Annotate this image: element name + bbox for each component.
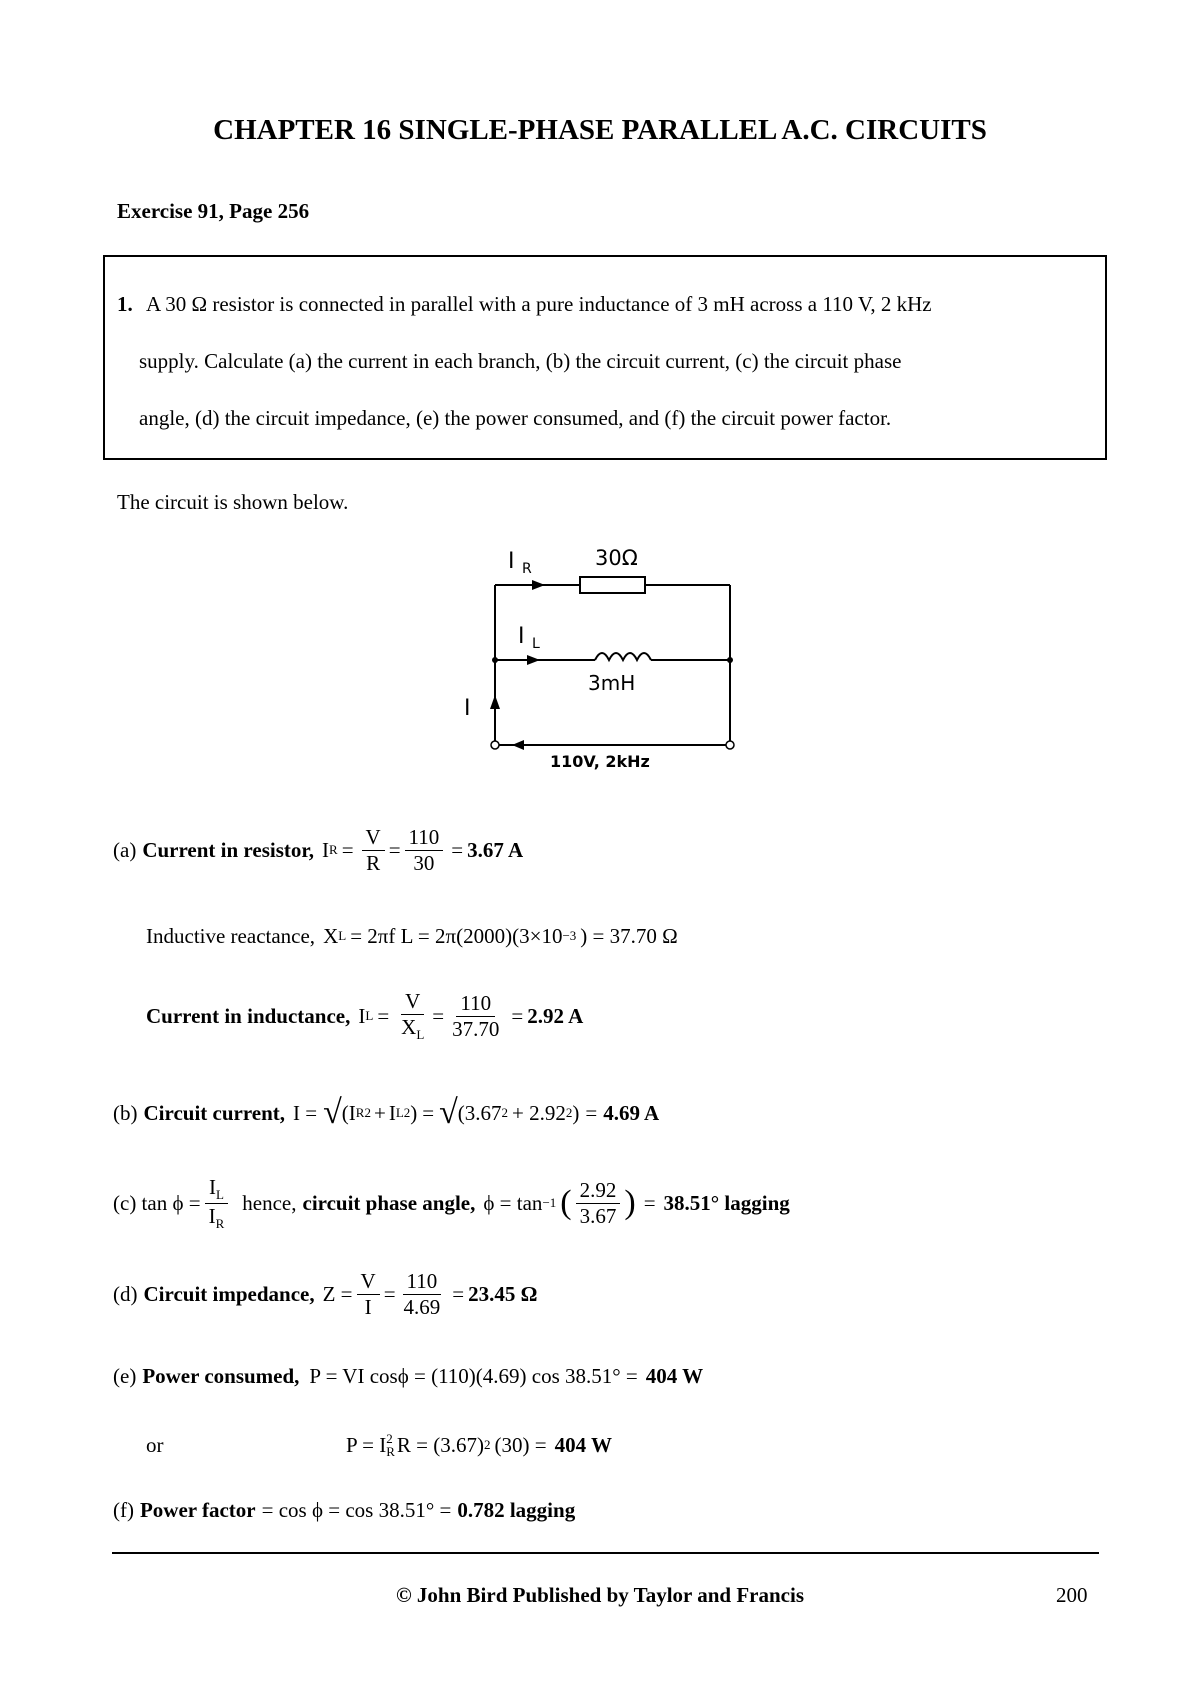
- inductive-reactance: Inductive reactance, X L = 2πf L = 2π(2000)(3×10 −3 ) = 37.70 Ω: [146, 923, 678, 948]
- part-e: (e) Power consumed, P = VI cosϕ = (110)(4.69) cos 38.51° = 404 W: [113, 1363, 704, 1388]
- intro-text: The circuit is shown below.: [117, 490, 349, 514]
- question-number: 1.: [117, 292, 133, 316]
- footer-copyright: © John Bird Published by Taylor and Francis: [395, 1583, 804, 1607]
- current-ir-sub: R: [522, 561, 532, 577]
- current-il-label: I: [518, 624, 525, 649]
- exercise-heading: Exercise 91, Page 256: [117, 199, 310, 223]
- fraction: $\frac{2.92}{3.67}$: [576, 1178, 621, 1227]
- page-number: 200: [1056, 1583, 1088, 1607]
- fraction: $\frac{V}{I}$: [357, 1269, 380, 1318]
- fraction: $\frac{110}{4.69}$: [403, 1269, 441, 1319]
- sqrt-sign: √: [439, 1094, 458, 1131]
- sqrt-sign: √: [323, 1094, 342, 1131]
- part-c: (c) tan ϕ = $\frac{I_L}{I_R}$ hence, circuit phase angle, ϕ = tan −1 ( $\frac{2.92}{3.67}$ ) = 38.51° lagging: [113, 1174, 790, 1231]
- part-a: (a) Current in resistor, I R = $\frac{V}{R}$ = $\frac{110}{30}$ = 3.67 A: [113, 825, 524, 875]
- resistor-label: 30Ω: [595, 546, 638, 570]
- fraction: $\frac{I_L}{I_R}$: [205, 1175, 229, 1232]
- question-line-3: angle, (d) the circuit impedance, (e) the power consumed, and (f) the circuit power factor.: [139, 406, 892, 430]
- result: 2.92 A: [527, 1003, 584, 1028]
- current-il-sub: L: [532, 636, 540, 652]
- result: 3.67 A: [467, 837, 524, 862]
- part-b: (b) Circuit current, I = √ (I R 2 + I L 2 ) = √ ( 3.67 2 + 2.92 2 ) = 4.69 A: [113, 1094, 660, 1131]
- part-e-alternative: or: [146, 1432, 164, 1457]
- supply-label: 110V, 2kHz: [550, 752, 650, 771]
- fraction: $\frac{110}{37.70}$: [452, 991, 500, 1041]
- circuit-diagram: [450, 535, 750, 775]
- fraction: $\frac{V}{X_L}$: [401, 989, 425, 1042]
- inductor-label: 3mH: [588, 671, 636, 695]
- result: 404 W: [645, 1363, 704, 1388]
- current-in-inductance: Current in inductance, I L = $\frac{V}{X_L}$ = $\frac{110}{37.70}$ = 2.92 A: [146, 989, 584, 1042]
- current-i-label: I: [464, 696, 471, 721]
- question-line-2: supply. Calculate (a) the current in each branch, (b) the circuit current, (c) the circuit phase: [139, 349, 902, 373]
- question-box: [103, 255, 1107, 460]
- result: 404 W: [554, 1432, 612, 1457]
- result: 38.51° lagging: [663, 1190, 790, 1215]
- footer-divider: [112, 1552, 1099, 1554]
- part-f: (f) Power factor = cos ϕ = cos 38.51° = 0.782 lagging: [113, 1497, 576, 1522]
- result: 0.782 lagging: [457, 1497, 576, 1522]
- fraction: $\frac{V}{R}$: [362, 825, 385, 874]
- question-line-1: 1. A 30 Ω resistor is connected in parallel with a pure inductance of 3 mH across a 110 V, 2 kHz: [117, 292, 932, 316]
- current-ir-label: I: [508, 549, 515, 574]
- part-d: (d) Circuit impedance, Z = $\frac{V}{I}$ = $\frac{110}{4.69}$ = 23.45 Ω: [113, 1269, 538, 1319]
- result: 23.45 Ω: [468, 1281, 538, 1306]
- result: 4.69 A: [603, 1100, 660, 1125]
- fraction: $\frac{110}{30}$: [405, 825, 444, 874]
- power-alt-expression: P = I 2 R R = (3.67) 2 (30) = 404 W: [346, 1431, 612, 1459]
- page-title: CHAPTER 16 SINGLE-PHASE PARALLEL A.C. CIRCUITS: [213, 114, 987, 146]
